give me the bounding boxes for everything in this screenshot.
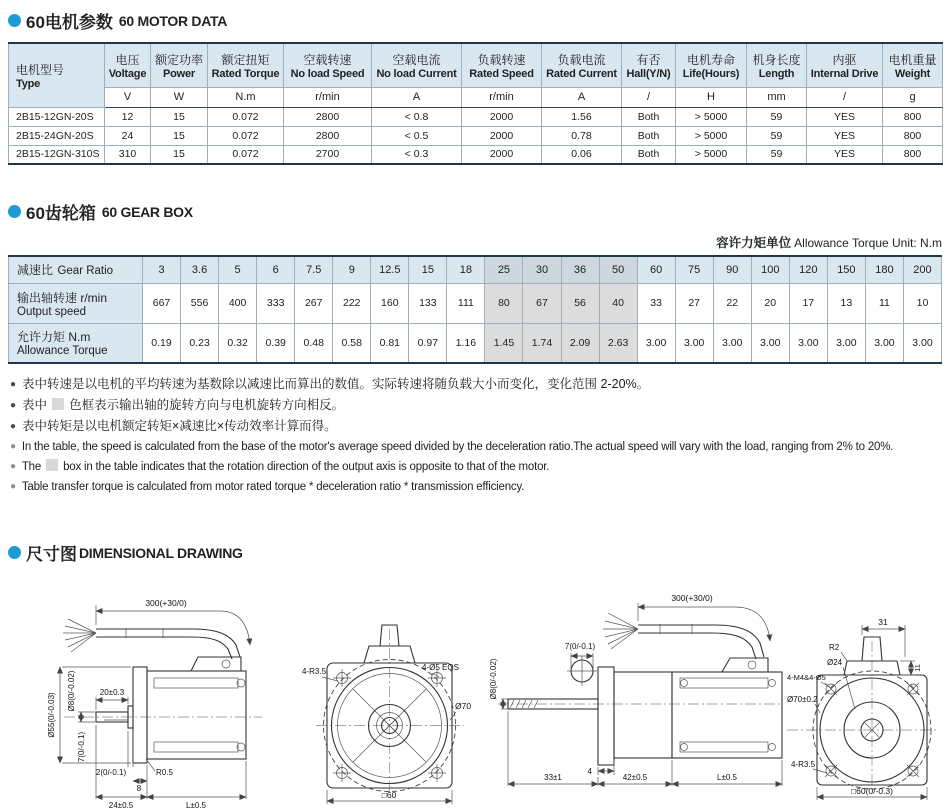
motor-spec-cell: Both bbox=[622, 107, 676, 126]
dim-key-flat: 7(0/-0.1) bbox=[564, 642, 595, 651]
gear-ratio-cell: 3.6 bbox=[181, 256, 219, 283]
motor-header-row bbox=[9, 43, 943, 87]
gear-ratio-cell: 150 bbox=[827, 256, 865, 283]
dim-gearbox-length: 42±0.5 bbox=[622, 773, 647, 782]
section-title-en: DIMENSIONAL DRAWING bbox=[79, 544, 243, 561]
gear-ratio-cell: 9 bbox=[333, 256, 371, 283]
motor-spec-cell: 2B15-12GN-20S bbox=[9, 107, 105, 126]
allowance-torque-label: 允许力矩 N.m Allowance Torque bbox=[9, 323, 143, 363]
col-header-length: 机身长度 Length bbox=[747, 43, 807, 87]
motor-spec-cell: 15 bbox=[151, 145, 208, 164]
motor-front-view-drawing bbox=[302, 615, 477, 807]
note-en-gray-box: ● The box in the table indicates that the rotation direction of the output axis is opposite to that of the motor. bbox=[10, 459, 942, 476]
note-en-torque: ● Table transfer torque is calculated from motor rated torque * deceleration ratio * transmission efficiency. bbox=[10, 479, 942, 496]
dim-step: 4 bbox=[587, 767, 592, 776]
gear-ratio-row bbox=[9, 256, 942, 283]
motor-spec-cell: Both bbox=[622, 145, 676, 164]
output-speed-cell: 33 bbox=[637, 283, 675, 323]
dim-body-length: L±0.5 bbox=[186, 801, 206, 810]
motor-spec-cell: Both bbox=[622, 126, 676, 145]
gear-ratio-cell: 30 bbox=[523, 256, 561, 283]
allowance-torque-cell: 1.16 bbox=[447, 323, 485, 363]
allowance-torque-cell: 3.00 bbox=[789, 323, 827, 363]
unit-cell: mm bbox=[747, 87, 807, 107]
output-speed-cell: 10 bbox=[903, 283, 941, 323]
allowance-torque-cell: 3.00 bbox=[903, 323, 941, 363]
gear-ratio-cell: 120 bbox=[789, 256, 827, 283]
dim-hub-radius: R2 bbox=[828, 643, 840, 652]
section-title-dimensional-drawing bbox=[8, 540, 942, 565]
section-title-en: 60 MOTOR DATA bbox=[118, 12, 228, 29]
motor-spec-cell: 2700 bbox=[284, 145, 372, 164]
allowance-torque-cell: 0.32 bbox=[219, 323, 257, 363]
gear-ratio-cell: 18 bbox=[447, 256, 485, 283]
unit-cell: g bbox=[883, 87, 943, 107]
allowance-torque-cell: 3.00 bbox=[865, 323, 903, 363]
allowance-torque-cell: 0.58 bbox=[333, 323, 371, 363]
output-speed-cell: 67 bbox=[523, 283, 561, 323]
motor-spec-row bbox=[9, 145, 943, 164]
gray-box-swatch bbox=[52, 398, 64, 410]
gearmotor-side-view-drawing bbox=[480, 579, 785, 811]
dim-frame-size: □60(0/-0.3) bbox=[850, 786, 893, 796]
allowance-torque-cell: 0.48 bbox=[295, 323, 333, 363]
allowance-torque-cell: 3.00 bbox=[675, 323, 713, 363]
note-en-speed: ● In the table, the speed is calculated from the base of the motor's average speed divided by the deceleration ratio.The actual speed will vary with the load, ranging from 2% to 20%. bbox=[10, 439, 942, 456]
dim-cable-length: 300(+30/0) bbox=[670, 593, 713, 603]
gear-ratio-label: 减速比 Gear Ratio bbox=[9, 256, 143, 283]
output-speed-row bbox=[9, 283, 942, 323]
col-header-hall: 有否 Hall(Y/N) bbox=[622, 43, 676, 87]
col-header-power: 额定功率 Power bbox=[151, 43, 208, 87]
gear-ratio-cell: 5 bbox=[219, 256, 257, 283]
allowance-torque-cell: 3.00 bbox=[827, 323, 865, 363]
allowance-torque-cell: 1.45 bbox=[485, 323, 523, 363]
section-title-motor-data bbox=[8, 8, 942, 33]
gear-ratio-cell: 50 bbox=[599, 256, 637, 283]
motor-spec-cell: > 5000 bbox=[676, 107, 747, 126]
motor-spec-cell: 0.072 bbox=[208, 126, 284, 145]
output-speed-cell: 222 bbox=[333, 283, 371, 323]
dim-corner-radius: 4-R3.5 bbox=[302, 667, 327, 676]
motor-spec-cell: 310 bbox=[105, 145, 151, 164]
allowance-torque-row bbox=[9, 323, 942, 363]
motor-spec-cell: < 0.5 bbox=[372, 126, 462, 145]
cable-wires bbox=[603, 613, 638, 649]
allowance-torque-cell: 0.23 bbox=[181, 323, 219, 363]
dim-front-length: 24±0.5 bbox=[108, 801, 134, 810]
motor-spec-cell: 0.78 bbox=[542, 126, 622, 145]
motor-spec-cell: 800 bbox=[883, 145, 943, 164]
dim-pilot-dia: Ø70±0.2 bbox=[786, 695, 818, 704]
dim-cable-length: 300(+30/0) bbox=[145, 598, 187, 608]
unit-cell: r/min bbox=[284, 87, 372, 107]
dim-frame-size: □60 bbox=[382, 790, 397, 800]
gear-ratio-cell: 36 bbox=[561, 256, 599, 283]
unit-cell: V bbox=[105, 87, 151, 107]
motor-side-view-drawing bbox=[8, 579, 300, 811]
dim-hub-height: 11 bbox=[912, 664, 922, 672]
allowance-torque-cell: 0.97 bbox=[409, 323, 447, 363]
gear-ratio-cell: 60 bbox=[637, 256, 675, 283]
motor-spec-cell: 2B15-12GN-310S bbox=[9, 145, 105, 164]
note-cn-torque: ● 表中转矩是以电机额定转矩×减速比×传动效率计算而得。 bbox=[10, 418, 942, 436]
output-speed-cell: 13 bbox=[827, 283, 865, 323]
gearmotor-front-view-drawing bbox=[787, 597, 942, 807]
gear-ratio-cell: 100 bbox=[751, 256, 789, 283]
section-title-gear-box bbox=[8, 199, 942, 224]
gear-ratio-cell: 75 bbox=[675, 256, 713, 283]
output-speed-cell: 160 bbox=[371, 283, 409, 323]
motor-spec-cell: YES bbox=[807, 145, 883, 164]
gear-ratio-cell: 15 bbox=[409, 256, 447, 283]
dim-shaft-length: 33±1 bbox=[543, 773, 562, 782]
motor-spec-cell: YES bbox=[807, 107, 883, 126]
unit-cell: N.m bbox=[208, 87, 284, 107]
dim-shaft-top-width: 31 bbox=[878, 617, 888, 627]
unit-cell: r/min bbox=[462, 87, 542, 107]
col-header-rated-speed: 负载转速 Rated Speed bbox=[462, 43, 542, 87]
unit-cell: A bbox=[372, 87, 462, 107]
notes-list bbox=[8, 376, 942, 496]
unit-cell: / bbox=[807, 87, 883, 107]
unit-cell: / bbox=[622, 87, 676, 107]
dim-pilot-dia: Ø70 bbox=[455, 701, 472, 711]
allowance-torque-cell: 2.09 bbox=[561, 323, 599, 363]
motor-spec-cell: < 0.3 bbox=[372, 145, 462, 164]
output-speed-cell: 400 bbox=[219, 283, 257, 323]
output-speed-cell: 11 bbox=[865, 283, 903, 323]
motor-spec-cell: 800 bbox=[883, 126, 943, 145]
motor-spec-cell: 59 bbox=[747, 145, 807, 164]
motor-spec-cell: 2B15-24GN-20S bbox=[9, 126, 105, 145]
motor-spec-cell: 24 bbox=[105, 126, 151, 145]
motor-spec-cell: 2000 bbox=[462, 126, 542, 145]
motor-spec-cell: 0.072 bbox=[208, 107, 284, 126]
motor-spec-cell: 59 bbox=[747, 107, 807, 126]
allowance-torque-cell: 0.81 bbox=[371, 323, 409, 363]
section-bullet-icon bbox=[8, 14, 21, 27]
output-speed-cell: 40 bbox=[599, 283, 637, 323]
output-speed-cell: 267 bbox=[295, 283, 333, 323]
motor-spec-cell: 2000 bbox=[462, 107, 542, 126]
dim-shaft-dia: Ø8(0/-0.02) bbox=[67, 670, 76, 712]
col-header-life: 电机寿命 Life(Hours) bbox=[676, 43, 747, 87]
allowance-torque-cell: 3.00 bbox=[637, 323, 675, 363]
motor-spec-cell: 2800 bbox=[284, 107, 372, 126]
output-speed-cell: 17 bbox=[789, 283, 827, 323]
motor-spec-cell: 2000 bbox=[462, 145, 542, 164]
dim-key-flat: 7(0/-0.1) bbox=[77, 731, 86, 763]
allowance-torque-cell: 0.39 bbox=[257, 323, 295, 363]
dim-shaft-length: 20±0.3 bbox=[99, 688, 125, 697]
output-speed-cell: 556 bbox=[181, 283, 219, 323]
dim-step: 2(0/-0.1) bbox=[95, 768, 127, 777]
section-bullet-icon bbox=[8, 205, 21, 218]
motor-spec-cell: 15 bbox=[151, 107, 208, 126]
output-speed-label: 输出轴转速 r/min Output speed bbox=[9, 283, 143, 323]
section-title-cn: 尺寸图 bbox=[26, 545, 77, 564]
output-speed-cell: 22 bbox=[713, 283, 751, 323]
col-header-internal-drive: 内驱 Internal Drive bbox=[807, 43, 883, 87]
section-title-cn: 60电机参数 bbox=[26, 13, 113, 32]
section-title-cn: 60齿轮箱 bbox=[26, 204, 96, 223]
allowance-torque-cell: 1.74 bbox=[523, 323, 561, 363]
gear-ratio-cell: 6 bbox=[257, 256, 295, 283]
col-header-rated-torque: 额定扭矩 Rated Torque bbox=[208, 43, 284, 87]
motor-spec-cell: 0.072 bbox=[208, 145, 284, 164]
dim-fillet: R0.5 bbox=[156, 768, 173, 777]
motor-spec-cell: 1.56 bbox=[542, 107, 622, 126]
gear-box-table bbox=[8, 255, 942, 364]
dim-body-length: L±0.5 bbox=[716, 773, 737, 782]
output-speed-cell: 27 bbox=[675, 283, 713, 323]
gear-ratio-cell: 25 bbox=[485, 256, 523, 283]
allowance-torque-cell: 0.19 bbox=[143, 323, 181, 363]
note-cn-speed: ● 表中转速是以电机的平均转速为基数除以减速比而算出的数值。实际转速将随负载大小而变化，变化范围 2-20%。 bbox=[10, 376, 942, 394]
motor-spec-cell: < 0.8 bbox=[372, 107, 462, 126]
unit-cell: H bbox=[676, 87, 747, 107]
dim-mount-holes: 4-M4&4-Ø5 bbox=[786, 673, 826, 682]
gear-ratio-cell: 3 bbox=[143, 256, 181, 283]
section-title-en: 60 GEAR BOX bbox=[101, 203, 193, 220]
motor-spec-cell: YES bbox=[807, 126, 883, 145]
cable-wires bbox=[63, 619, 96, 652]
dim-shaft-dia: Ø8(0/-0.02) bbox=[488, 658, 498, 700]
output-speed-cell: 20 bbox=[751, 283, 789, 323]
dimensional-drawings bbox=[8, 579, 942, 811]
col-header-no-load-current: 空载电流 No load Current bbox=[372, 43, 462, 87]
col-header-rated-current: 负载电流 Rated Current bbox=[542, 43, 622, 87]
gear-ratio-cell: 180 bbox=[865, 256, 903, 283]
col-header-no-load-speed: 空载转速 No load Speed bbox=[284, 43, 372, 87]
gear-ratio-cell: 90 bbox=[713, 256, 751, 283]
motor-spec-cell: 59 bbox=[747, 126, 807, 145]
section-bullet-icon bbox=[8, 546, 21, 559]
allowance-torque-cell: 3.00 bbox=[751, 323, 789, 363]
dim-hub-dia: Ø24 bbox=[826, 658, 843, 667]
output-speed-cell: 333 bbox=[257, 283, 295, 323]
unit-cell: A bbox=[542, 87, 622, 107]
dim-mount-holes: 4-Ø5 EQS bbox=[422, 663, 460, 672]
dim-flange-thickness: 8 bbox=[136, 784, 142, 793]
allowance-torque-cell: 3.00 bbox=[713, 323, 751, 363]
motor-data-table bbox=[8, 42, 943, 165]
col-header-weight: 电机重量 Weight bbox=[883, 43, 943, 87]
allowance-torque-cell: 2.63 bbox=[599, 323, 637, 363]
dim-body-dia: Ø55(0/-0.03) bbox=[47, 692, 56, 738]
gray-box-swatch bbox=[46, 459, 58, 471]
note-cn-gray-box: ● 表中 色框表示输出轴的旋转方向与电机旋转方向相反。 bbox=[10, 397, 942, 415]
col-header-type: 电机型号 Type bbox=[9, 43, 105, 107]
motor-spec-cell: 0.06 bbox=[542, 145, 622, 164]
unit-cell: W bbox=[151, 87, 208, 107]
motor-spec-row bbox=[9, 107, 943, 126]
output-speed-cell: 56 bbox=[561, 283, 599, 323]
torque-unit-note: 容许力矩单位 Allowance Torque Unit: N.m bbox=[716, 236, 942, 250]
gear-ratio-cell: 12.5 bbox=[371, 256, 409, 283]
motor-spec-cell: 2800 bbox=[284, 126, 372, 145]
motor-spec-cell: > 5000 bbox=[676, 126, 747, 145]
output-speed-cell: 111 bbox=[447, 283, 485, 323]
output-speed-cell: 133 bbox=[409, 283, 447, 323]
motor-units-row bbox=[9, 87, 943, 107]
dim-corner-radius: 4-R3.5 bbox=[790, 760, 815, 769]
motor-spec-cell: 12 bbox=[105, 107, 151, 126]
motor-spec-cell: 15 bbox=[151, 126, 208, 145]
motor-spec-row bbox=[9, 126, 943, 145]
gear-ratio-cell: 200 bbox=[903, 256, 941, 283]
shaft-thread-ticks bbox=[510, 700, 538, 708]
col-header-voltage: 电压 Voltage bbox=[105, 43, 151, 87]
motor-spec-cell: > 5000 bbox=[676, 145, 747, 164]
gear-ratio-cell: 7.5 bbox=[295, 256, 333, 283]
motor-spec-cell: 800 bbox=[883, 107, 943, 126]
output-speed-cell: 80 bbox=[485, 283, 523, 323]
output-speed-cell: 667 bbox=[143, 283, 181, 323]
